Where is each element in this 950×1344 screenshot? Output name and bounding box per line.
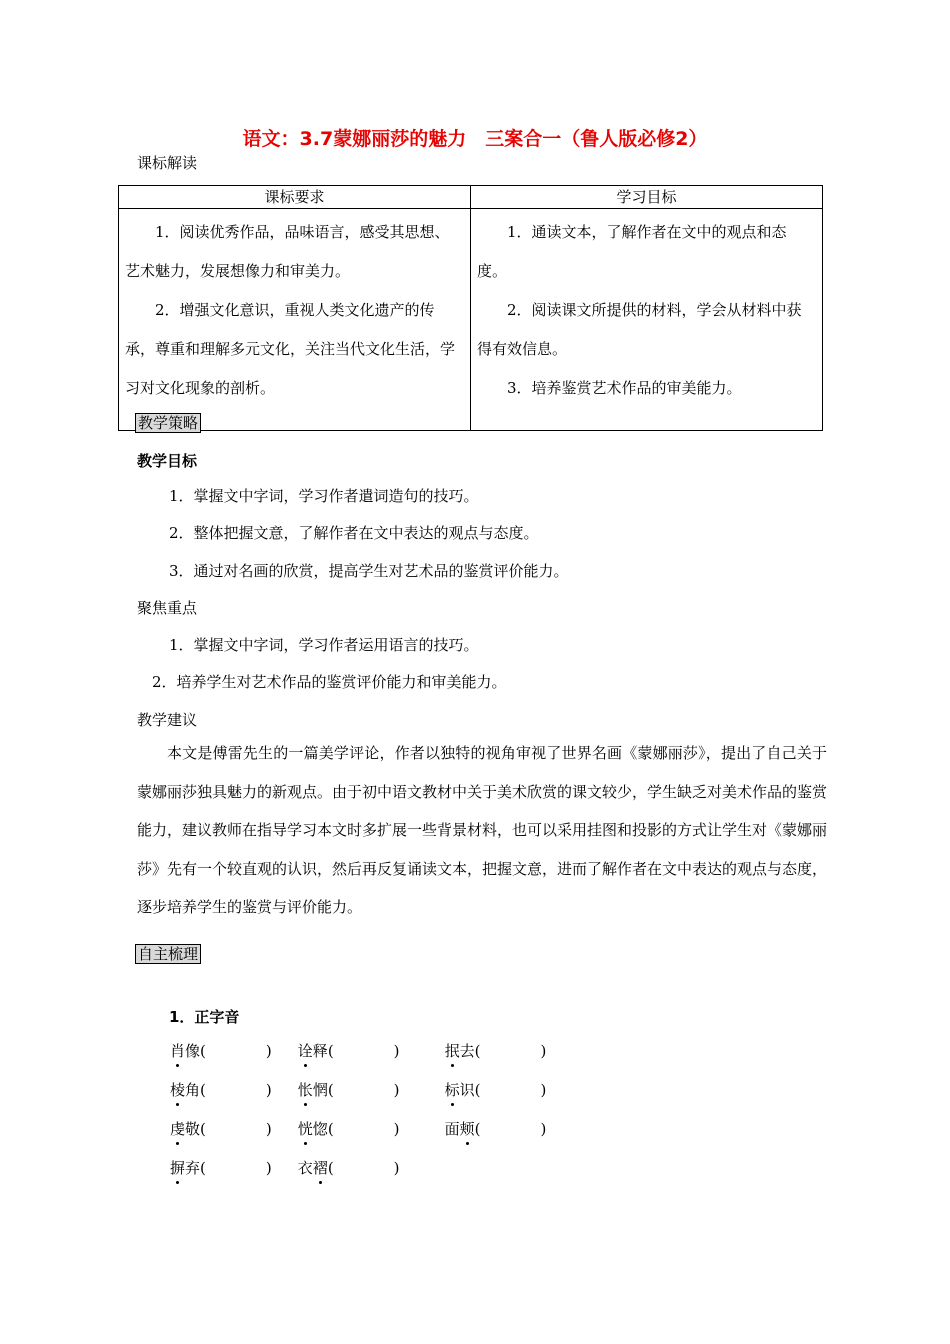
word-item [445, 1079, 547, 1100]
paren-open: ( [327, 1159, 334, 1177]
paren-close: ) [393, 1081, 400, 1099]
section-curriculum: 课标解读 [137, 154, 198, 172]
paren-open: ( [327, 1042, 334, 1060]
word-row [170, 1118, 546, 1139]
word-item [445, 1118, 547, 1139]
paren-open: ( [200, 1081, 206, 1099]
word-row [170, 1079, 546, 1100]
paren-open: ( [200, 1120, 206, 1138]
word-item [445, 1040, 547, 1061]
word-item [298, 1040, 440, 1061]
word-rest: 敬 [185, 1120, 201, 1138]
objective-item: 2．阅读课文所提供的材料，学会从材料中获得有效信息。 [477, 301, 802, 358]
word-item [170, 1157, 293, 1178]
paren-close: ) [540, 1120, 547, 1138]
word-row [170, 1040, 546, 1061]
paren-close: ) [265, 1159, 272, 1177]
word-item [170, 1118, 293, 1139]
paren-open: ( [474, 1042, 481, 1060]
dotted-char: 颊 [459, 1120, 475, 1138]
word-item [298, 1079, 440, 1100]
paren-close: ) [265, 1081, 272, 1099]
goal-item: 3．通过对名画的欣赏，提高学生对艺术品的鉴赏评价能力。 [169, 562, 569, 580]
paren-open: ( [200, 1042, 206, 1060]
dotted-char: 诠 [297, 1042, 313, 1060]
word-item [170, 1040, 293, 1061]
focus-item: 1．掌握文中字词，学习作者运用语言的技巧。 [169, 636, 479, 654]
paren-open: ( [327, 1081, 334, 1099]
paren-close: ) [540, 1042, 547, 1060]
dotted-char: 棱 [170, 1081, 186, 1099]
goal-item: 1．掌握文中字词，学习作者遣词造句的技巧。 [169, 487, 479, 505]
paren-close: ) [265, 1120, 272, 1138]
objective-item: 1．通读文本，了解作者在文中的观点和态度。 [477, 223, 787, 280]
pronunciation-heading: 1．正字音 [169, 1008, 240, 1026]
word-item [298, 1157, 400, 1178]
word-rest: 惘 [312, 1081, 328, 1099]
word-rest: 惚 [312, 1120, 328, 1138]
paren-close: ) [265, 1042, 272, 1060]
focus-heading: 聚焦重点 [137, 599, 198, 617]
requirement-item: 2．增强文化意识，重视人类文化遗产的传承，尊重和理解多元文化，关注当代文化生活，学习对文化现象的剖析。 [125, 301, 456, 397]
dotted-char: 抿 [444, 1042, 460, 1060]
word-rest: 像 [185, 1042, 201, 1060]
self-study-label: 自主梳理 [135, 944, 201, 964]
dotted-char: 怅 [297, 1081, 313, 1099]
dotted-char: 摒 [170, 1159, 186, 1177]
paren-open: ( [474, 1081, 481, 1099]
strategy-label: 教学策略 [135, 413, 201, 433]
suggest-paragraph: 本文是傅雷先生的一篇美学评论，作者以独特的视角审视了世界名画《蒙娜丽莎》，提出了自己关于蒙娜丽莎独具魅力的新观点。由于初中语文教材中关于美术欣赏的课文较少，学生缺乏对美术作品的鉴赏能力，建议教师在指导学习本文时多扩展一些背景材料，也可以采用挂图和投影的方式让学生对《蒙娜丽莎》先有一个较直观的认识，然后再反复诵读文本，把握文意，进而了解作者在文中表达的观点与态度，逐步培养学生的鉴赏与评价能力。 [137, 744, 828, 916]
goals-heading: 教学目标 [137, 452, 198, 470]
curriculum-table [118, 185, 823, 431]
word-item [170, 1079, 293, 1100]
word-rest: 角 [185, 1081, 201, 1099]
suggest-heading: 教学建议 [137, 711, 198, 729]
header-requirements: 课标要求 [119, 186, 471, 209]
objectives-cell [471, 209, 823, 431]
dotted-char: 褶 [312, 1159, 328, 1177]
word-row [170, 1157, 400, 1178]
requirement-item: 1．阅读优秀作品，品味语言，感受其思想、艺术魅力，发展想像力和审美力。 [125, 223, 450, 280]
dotted-char: 肖 [170, 1042, 186, 1060]
paren-close: ) [393, 1159, 400, 1177]
dotted-char: 标 [444, 1081, 460, 1099]
paren-open: ( [474, 1120, 481, 1138]
focus-item: 2．培养学生对艺术作品的鉴赏评价能力和审美能力。 [152, 673, 507, 691]
word-rest: 识 [459, 1081, 475, 1099]
word-rest: 释 [312, 1042, 328, 1060]
goal-item: 2．整体把握文意，了解作者在文中表达的观点与态度。 [169, 524, 539, 542]
word-rest: 面 [444, 1120, 460, 1138]
dotted-char: 虔 [170, 1120, 186, 1138]
word-rest: 去 [459, 1042, 475, 1060]
header-objectives: 学习目标 [471, 186, 823, 209]
objective-item: 3．培养鉴赏艺术作品的审美能力。 [507, 379, 742, 397]
paren-close: ) [393, 1042, 400, 1060]
word-rest: 衣 [297, 1159, 313, 1177]
paren-close: ) [393, 1120, 400, 1138]
paren-close: ) [540, 1081, 547, 1099]
page-title: 语文：3.7蒙娜丽莎的魅力 三案合一（鲁人版必修2） [242, 128, 708, 150]
word-item [298, 1118, 440, 1139]
requirements-cell [119, 209, 471, 431]
word-rest: 弃 [185, 1159, 201, 1177]
dotted-char: 恍 [297, 1120, 313, 1138]
paren-open: ( [327, 1120, 334, 1138]
paren-open: ( [200, 1159, 206, 1177]
